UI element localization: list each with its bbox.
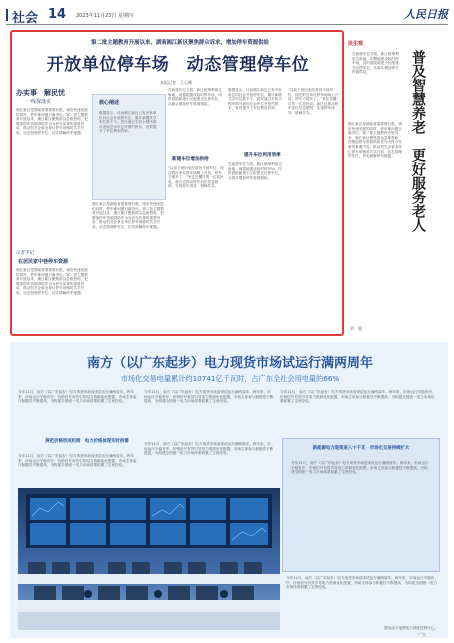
article-text-col4b: 在新建车位方面，新区统筹利用边角地、闲置地建设临时停车场，同时鼓励新建小区配建充足停车位，从源头增加停车资源供给。 [228, 162, 282, 180]
article-byline: 本报记者 王云娜 [160, 80, 192, 85]
page-footer: 广告 [418, 632, 426, 637]
subsection-title: 办实事 解民忧 [16, 89, 65, 97]
article-text-col5: “以前下班回来经常找不到车位，现在附近单位停车场晚上开放，停车方便多了。”家住岳麓区的一位居民说。新区还推动停车泊位信息联网，实现停车诱导、错峰共享。 [288, 88, 339, 115]
bottom-article [10, 342, 448, 638]
side-box [282, 438, 440, 572]
article-headline: 开放单位停车场 动态管理停车位 [46, 55, 310, 75]
section-marker [6, 9, 8, 21]
column-body: 湘江新区是湖南省重要增长极，城市快速发展的同时，停车难问题日渐突出。第二批主题教育开展以来，湘江新区聚焦群众急难愁盼，把增加停车资源供给作为为民办实事的重要内容，推动机关企事业单位停车场错时共享开放，动态管理停车位，切实缓解停车难题。 [348, 122, 402, 159]
core-box-title: 核心阐述 [99, 100, 120, 106]
top-article [10, 30, 344, 336]
right-column [346, 30, 448, 336]
section4-title: 提升车位利用效率 [244, 153, 281, 158]
column-headline-text: 普及智慧养老 更好服务老人 [410, 50, 426, 232]
issue-date: 2023年11月23日 星期四 [76, 13, 134, 19]
column-label: 民生观 [348, 41, 364, 47]
article-text-col1: 湘江新区是湖南省重要增长极，城市快速发展的同时，停车难问题日渐突出。第二批主题教育开展以来，湘江新区聚焦群众急难愁盼，把增加停车资源供给作为为民办实事的重要内容，推动机关企事业单位停车场错时共享开放，动态管理停车位，切实缓解停车难题。 [16, 108, 88, 135]
subsection-title-2: 在居民家中巷停车资源 [18, 259, 69, 265]
bottom-body-col3: 今年11月，南方（以广东起步）电力现货市场迎来试运行满两周年。两年来，市场运行平稳有序，价格信号有效引导电力资源优化配置，市场主体参与积极性不断提高，为构建全国统一电力市场体系积累了宝贵经验。 [280, 390, 436, 404]
bottom-body-col1b: 今年11月，南方（以广东起步）电力现货市场迎来试运行满两周年。两年来，市场运行平稳有序，价格信号有效引导电力资源优化配置，市场主体参与积极性不断提高，为构建全国统一电力市场体系积累了宝贵经验。 [18, 454, 137, 468]
control-room-illustration [18, 488, 280, 630]
core-box [92, 94, 166, 200]
inner-section-title: 规范价格形成机制 电力价格体现实时供需 [45, 439, 129, 444]
bottom-body-col2b: 今年11月，南方（以广东起步）电力现货市场迎来试运行满两周年。两年来，市场运行平稳有序，价格信号有效引导电力资源优化配置，市场主体参与积极性不断提高，为构建全国统一电力市场体系积累了宝贵经验。 [144, 442, 274, 456]
newspaper-logo: 人民日报 [404, 8, 448, 21]
article-text-col3b: “以前下班回来经常找不到车位，现在附近单位停车场晚上开放，停车方便多了。”家住岳麓区的一位居民说。新区还推动停车泊位信息联网，实现停车诱导、错峰共享。 [168, 166, 224, 189]
bottom-headline: 南方（以广东起步）电力现货市场试运行满两周年 [86, 356, 373, 371]
page-number: 14 [48, 7, 67, 22]
bottom-body-col2: 今年11月，南方（以广东起步）电力现货市场迎来试运行满两周年。两年来，市场运行平稳有序，价格信号有效引导电力资源优化配置，市场主体参与积极性不断提高，为构建全国统一电力市场体系积累了宝贵经验。 [144, 390, 274, 404]
column-intro: 在新建车位方面，新区统筹利用边角地、闲置地建设临时停车场，同时鼓励新建小区配建充足停车位，从源头增加停车资源供给。 [352, 52, 399, 75]
article-text-col2: 湘江新区是湖南省重要增长极，城市快速发展的同时，停车难问题日渐突出。第二批主题教育开展以来，湘江新区聚焦群众急难愁盼，把增加停车资源供给作为为民办实事的重要内容，推动机关企事业单位停车场错时共享开放，动态管理停车位，切实缓解停车难题。 [92, 202, 164, 229]
article-text-col1b: 湘江新区是湖南省重要增长极，城市快速发展的同时，停车难问题日渐突出。第二批主题教育开展以来，湘江新区聚焦群众急难愁盼，把增加停车资源供给作为为民办实事的重要内容，推动机关企事业单位停车场错时共享开放，动态管理停车位，切实缓解停车难题。 [16, 268, 88, 295]
column-author: 刘 强 [350, 326, 362, 331]
column-headline [408, 50, 444, 250]
side-box-text: 今年11月，南方（以广东起步）电力现货市场迎来试运行满两周年。两年来，市场运行平稳有序，价格信号有效引导电力资源优化配置，市场主体参与积极性不断提高，为构建全国统一电力市场体系积累了宝贵经验。 [291, 461, 429, 475]
masthead [6, 6, 448, 25]
article-text-col3a: 在新建车位方面，新区统筹利用边角地、闲置地建设临时停车场，同时鼓励新建小区配建充足停车位，从源头增加停车资源供给。 [168, 88, 222, 106]
section-name: 社会 [12, 11, 39, 26]
reporter-label: 记者手记 [16, 251, 34, 256]
bottom-body-col4: 今年11月，南方（以广东起步）电力现货市场迎来试运行满两周年。两年来，市场运行平稳有序，价格信号有效引导电力资源优化配置，市场主体参与积极性不断提高，为构建全国统一电力市场体系积累了宝贵经验。 [286, 576, 437, 590]
bottom-body-col1: 今年11月，南方（以广东起步）电力现货市场迎来试运行满两周年。两年来，市场运行平稳有序，价格信号有效引导电力资源优化配置，市场主体参与积极性不断提高，为构建全国统一电力市场体系积累了宝贵经验。 [18, 390, 137, 404]
bottom-subhead: 市场化交易电量累计约10741亿千瓦时，占广东全社会用电量的66% [120, 374, 340, 383]
side-box-title: 新能源电力现货进入十千瓦 市场化交易持续扩大 [312, 446, 410, 451]
photo-caption: 图为南方电网电力调度控制中心。 [384, 626, 438, 630]
article-text-col4a: 数据显示，目前湘江新区已有多家单位向社会开放停车位，累计新增共享车位数千个。居民通过手机小程序即可查询空余车位并预约停车，有效提升了车位利用效率。 [228, 88, 282, 111]
section3-title: 新建车位增加供给 [172, 157, 209, 162]
article-kicker: 第二批主题教育开展以来，湖南湘江新区聚焦群众诉求，增加停车资源供给 [91, 40, 269, 46]
control-room-photo [18, 488, 280, 630]
core-box-text: 数据显示，目前湘江新区已有多家单位向社会开放停车位，累计新增共享车位数千个。居民通过手机小程序即可查询空余车位并预约停车，有效提升了车位利用效率。 [99, 111, 157, 134]
subsection-subtitle: 一线探落实 [26, 99, 52, 105]
